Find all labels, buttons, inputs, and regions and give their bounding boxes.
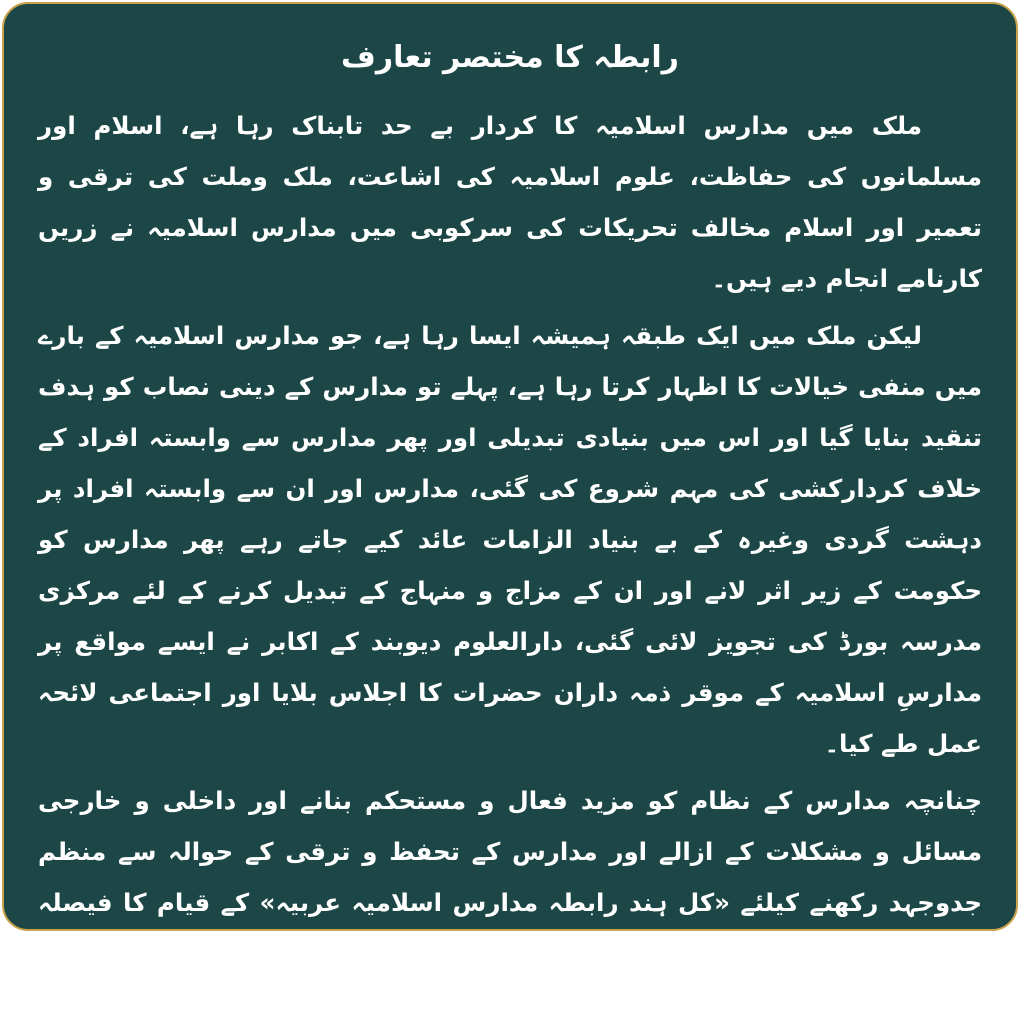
card-body bbox=[38, 100, 982, 1036]
paragraph-criticism-of-madaris: لیکن ملک میں ایک طبقہ ہمیشہ ایسا رہا ہے، جو مدارس اسلامیہ کے بارے میں منفی خیالات کا اظہار کرتا رہا ہے، پہلے تو مدارس کے دینی نصاب کو ہدف تنقید بنایا گیا اور اس میں بنیادی تبدیلی اور پھر مدارس سے وابستہ افراد کے خلاف کردارکشی کی مہم شروع کی گئی، مدارس اور ان سے وابستہ افراد پر دہشت گردی وغیرہ کے بے بنیاد الزامات عائد کیے جاتے رہے پھر مدارس کو حکومت کے زیر اثر لانے اور ان کے مزاج و منہاج کے تبدیل کرنے کے لئے مرکزی مدرسہ بورڈ کی تجویز لائی گئی، دارالعلوم دیوبند کے اکابر نے ایسے مواقع پر مدارسِ اسلامیہ کے موقر ذمہ داران حضرات کا اجلاس بلایا اور اجتماعی لائحہ عمل طے کیا۔ bbox=[38, 321, 982, 758]
paragraph-objective: شعائر اسلام کی حفاظت کرنا۔ bbox=[612, 996, 982, 1025]
paragraph-role-of-madaris: ملک میں مدارس اسلامیہ کا کردار بے حد تابناک رہا ہے، اسلام اور مسلمانوں کی حفاظت، علوم اسلامیہ کی اشاعت، ملک وملت کی ترقی و تعمیر اور اسلام مخالف تحریکات کی سرکوبی میں مدارس اسلامیہ نے زریں کارنامے انجام دیے ہیں۔ bbox=[38, 111, 982, 293]
paragraph-founding-decision: چنانچہ مدارس کے نظام کو مزید فعال و مستحکم بنانے اور داخلی و خارجی مسائل و مشکلات کے ازالے اور مدارس کے تحفظ و ترقی کے حوالہ سے منظم جدوجہد رکھنے کیلئے «کل ہند رابطہ مدارس اسلامیہ عربیہ» کے قیام کا فیصلہ کیا گیا۔ bbox=[38, 786, 982, 968]
intro-card bbox=[2, 2, 1018, 1025]
card-title: رابطہ کا مختصر تعارف bbox=[341, 40, 679, 75]
